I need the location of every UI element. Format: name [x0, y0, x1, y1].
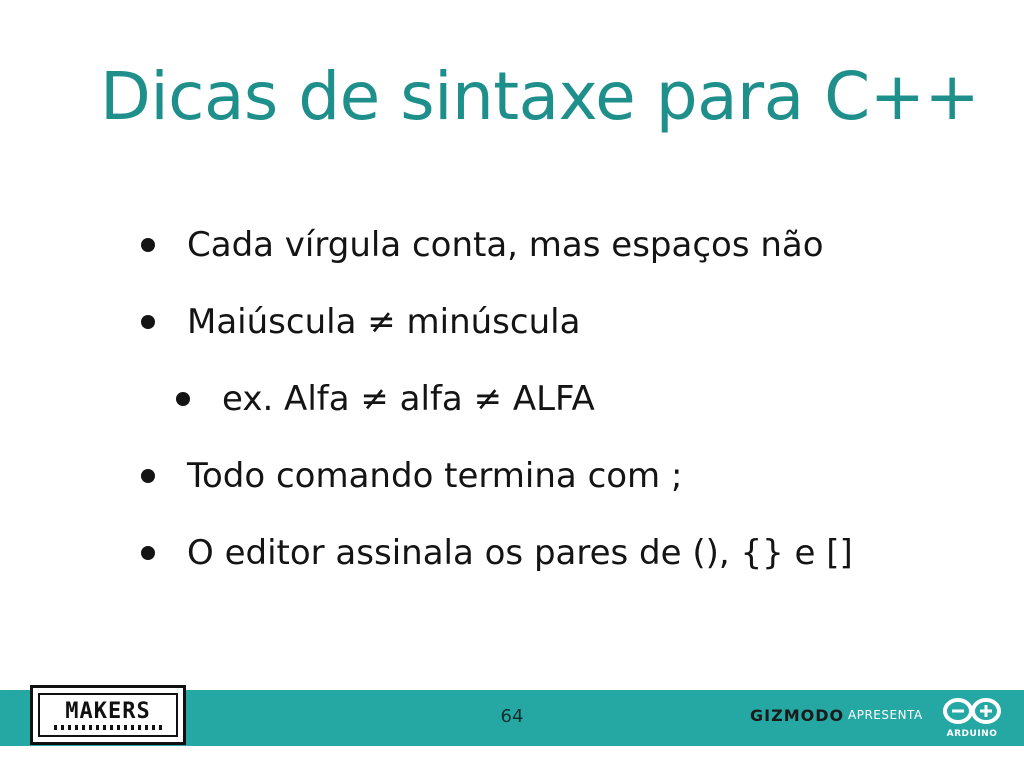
- bullet-text: O editor assinala os pares de (), {} e []: [187, 533, 853, 573]
- makers-logo-text: MAKERS: [65, 699, 151, 724]
- bullet-item: [187, 302, 580, 342]
- apresenta-label: APRESENTA: [848, 708, 923, 722]
- bullet-item: [187, 533, 853, 573]
- slide-title: Dicas de sintaxe para C++: [100, 58, 980, 135]
- arduino-label: ARDUINO: [946, 729, 998, 739]
- bullet-dot-icon: [141, 315, 155, 329]
- footer-bottom-strip: [0, 746, 1024, 768]
- bullet-dot-icon: [141, 238, 155, 252]
- bullet-text: Todo comando termina com ;: [187, 456, 683, 496]
- sub-bullet-item: [222, 379, 595, 419]
- bullet-dot-icon: [141, 546, 155, 560]
- gizmodo-logo: GIZMODO: [750, 706, 845, 725]
- bullet-text: Cada vírgula conta, mas espaços não: [187, 225, 824, 265]
- makers-logo: [30, 685, 186, 745]
- bullet-dot-icon: [176, 392, 190, 406]
- makers-logo-frame: [38, 693, 178, 737]
- bullet-item: [187, 225, 824, 265]
- bullet-text: ex. Alfa ≠ alfa ≠ ALFA: [222, 379, 595, 419]
- arduino-infinity-icon: [941, 697, 1003, 727]
- bullet-dot-icon: [141, 469, 155, 483]
- bullet-text: Maiúscula ≠ minúscula: [187, 302, 581, 342]
- arduino-logo: [941, 697, 1003, 739]
- page-number: 64: [500, 706, 524, 727]
- bullet-item: [187, 456, 682, 496]
- makers-logo-dashes: [54, 725, 162, 730]
